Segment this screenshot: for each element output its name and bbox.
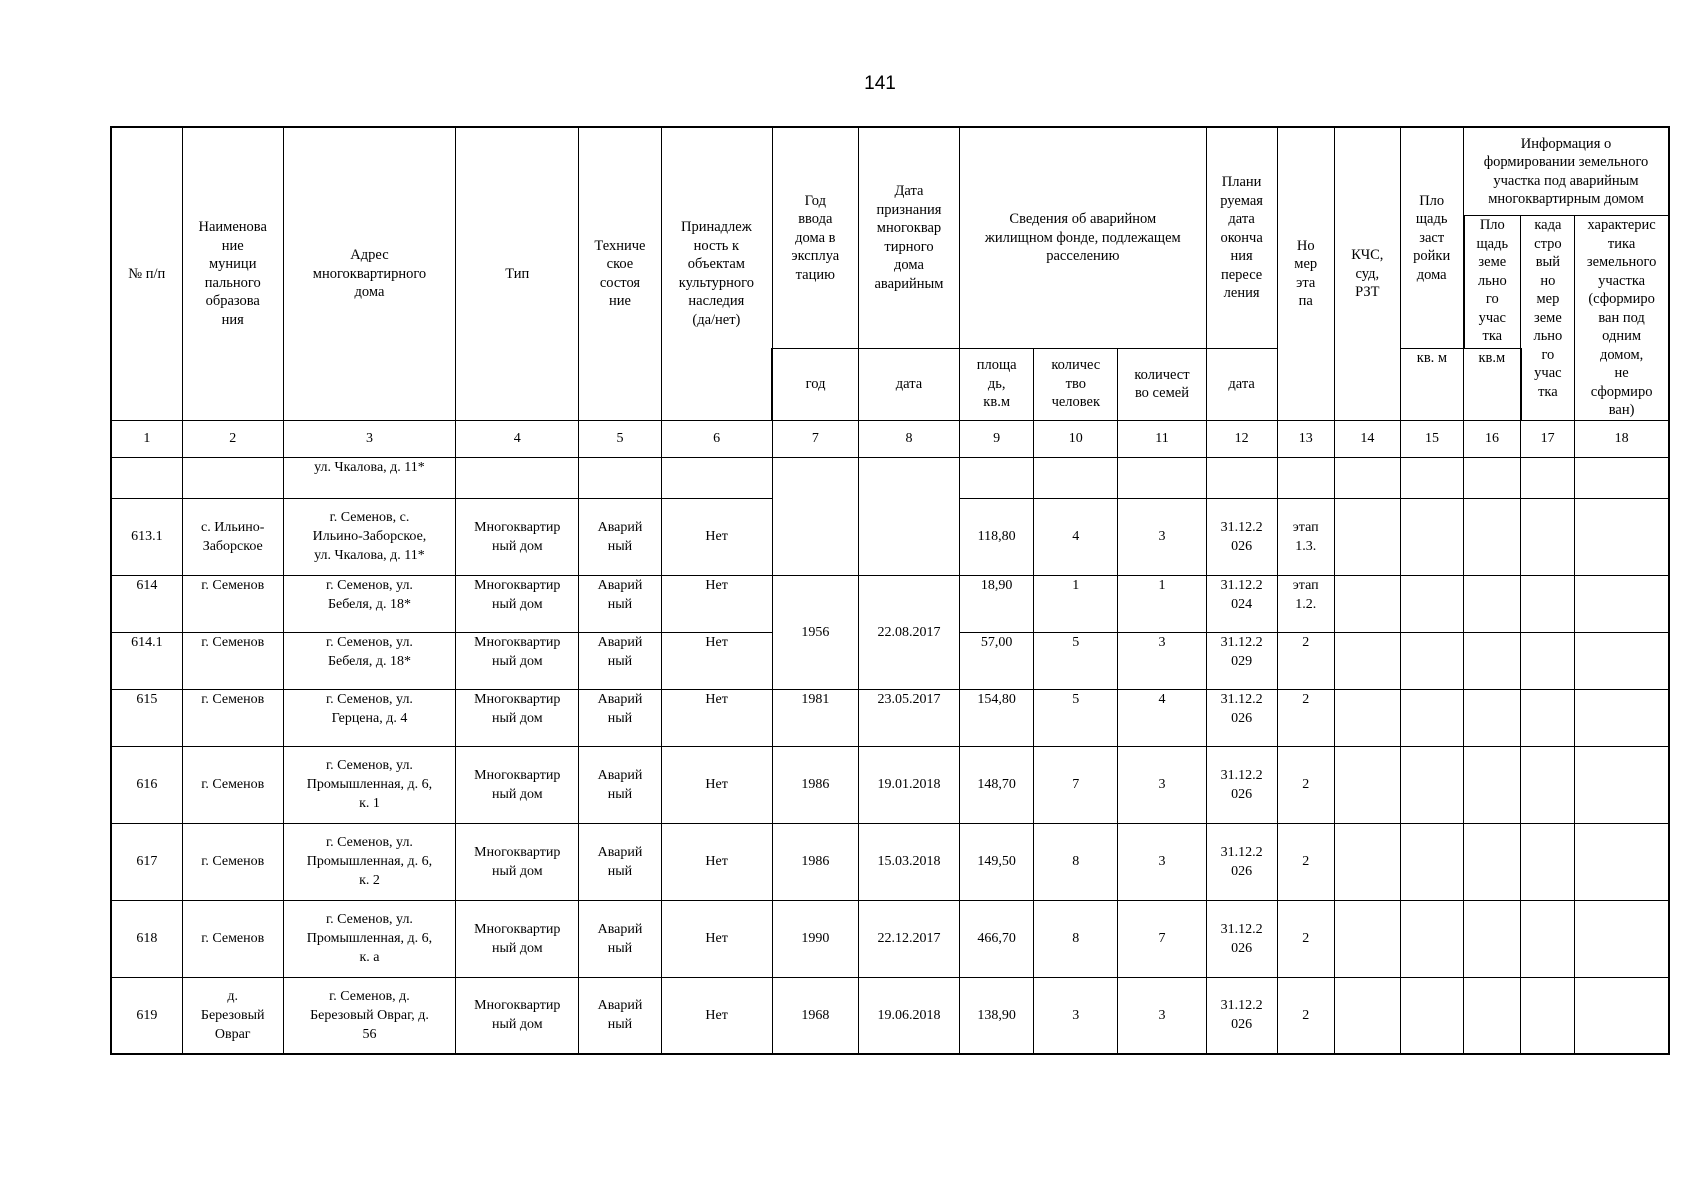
column-number: 6 [661,420,772,457]
cell-state: Аварий ный [579,977,661,1054]
cell-stage: 2 [1277,689,1334,746]
cell-number: 615 [111,689,182,746]
header-stage: Но мер эта па [1277,127,1334,420]
cell-plan-date: 31.12.2 026 [1206,746,1277,823]
cell-municipality: г. Семенов [182,689,283,746]
column-number: 8 [858,420,959,457]
cell-municipality: с. Ильино- Заборское [182,498,283,575]
cell-address: г. Семенов, ул. Герцена, д. 4 [283,689,455,746]
header-planned-date: Плани руемая дата оконча ния пересе ления [1206,127,1277,348]
header-municipality: Наименова ние муници пального образова ния [182,127,283,420]
cell-address: г. Семенов, ул. Бебеля, д. 18* [283,632,455,689]
cell-area: 18,90 [960,575,1034,632]
cell-address: ул. Чкалова, д. 11* [283,457,455,498]
cell-plan-date: 31.12.2 029 [1206,632,1277,689]
cell-plan-date: 31.12.2 026 [1206,689,1277,746]
cell-plan-date: 31.12.2 026 [1206,498,1277,575]
cell-area: 148,70 [960,746,1034,823]
cell-municipality: г. Семенов [182,575,283,632]
cell-number: 617 [111,823,182,900]
unit-area: площа дь, кв.м [960,348,1034,420]
cell-municipality: д. Березовый Овраг [182,977,283,1054]
cell-families: 1 [1118,575,1206,632]
cell-people: 5 [1034,689,1118,746]
cell-municipality: г. Семенов [182,746,283,823]
cell-people: 4 [1034,498,1118,575]
column-number: 5 [579,420,661,457]
table-row [111,689,1669,746]
cell-area: 466,70 [960,900,1034,977]
cell-type: Многоквартир ный дом [456,746,579,823]
column-number: 13 [1277,420,1334,457]
header-plot-characteristic: характерис тика земельного участка (сформиро ван под одним домом, не сформиро ван) [1575,216,1669,421]
unit-plot-area: кв.м [1464,348,1521,420]
cell-date: 19.06.2018 [858,977,959,1054]
cell-stage: 2 [1277,632,1334,689]
cell-number: 613.1 [111,498,182,575]
column-number: 2 [182,420,283,457]
cell-state: Аварий ный [579,575,661,632]
column-number: 18 [1575,420,1669,457]
cell-address: г. Семенов, ул. Бебеля, д. 18* [283,575,455,632]
cell-state: Аварий ный [579,632,661,689]
cell-stage: этап 1.3. [1277,498,1334,575]
cell-heritage: Нет [661,900,772,977]
cell-people: 7 [1034,746,1118,823]
column-number: 16 [1464,420,1521,457]
cell-date: 15.03.2018 [858,823,959,900]
column-number-row [111,420,1669,457]
header-emergency-date: Дата признания многоквар тирного дома аварийным [858,127,959,348]
column-number: 3 [283,420,455,457]
cell-address: г. Семенов, с. Ильино-Заборское, ул. Чкалова, д. 11* [283,498,455,575]
cell-plan-date: 31.12.2 026 [1206,900,1277,977]
cell-date: 23.05.2017 [858,689,959,746]
cell-stage: 2 [1277,746,1334,823]
header-number: № п/п [111,127,182,420]
cell-families: 3 [1118,498,1206,575]
cell-stage: этап 1.2. [1277,575,1334,632]
cell-families: 3 [1118,746,1206,823]
cell-stage: 2 [1277,823,1334,900]
header-heritage: Принадлеж ность к объектам культурного наследия (да/нет) [661,127,772,420]
cell-type: Многоквартир ный дом [456,498,579,575]
table-row [111,823,1669,900]
cell-heritage: Нет [661,689,772,746]
cell-address: г. Семенов, ул. Промышленная, д. 6, к. а [283,900,455,977]
cell-municipality: г. Семенов [182,900,283,977]
column-number: 4 [456,420,579,457]
cell-heritage: Нет [661,575,772,632]
cell-municipality: г. Семенов [182,823,283,900]
cell-heritage: Нет [661,977,772,1054]
cell-families: 4 [1118,689,1206,746]
column-number: 17 [1521,420,1575,457]
cell-people: 5 [1034,632,1118,689]
cell-area: 138,90 [960,977,1034,1054]
cell-heritage: Нет [661,823,772,900]
cell-people: 1 [1034,575,1118,632]
cell-people: 3 [1034,977,1118,1054]
unit-families: количест во семей [1118,348,1206,420]
cell-year: 1981 [772,689,858,746]
header-cadastral-number: када стро вый но мер земе льно го учас тка [1521,216,1575,421]
cell-families: 3 [1118,823,1206,900]
column-number: 12 [1206,420,1277,457]
cell-area: 154,80 [960,689,1034,746]
cell-type: Многоквартир ный дом [456,575,579,632]
unit-date: дата [858,348,959,420]
header-type: Тип [456,127,579,420]
header-plot-area: Пло щадь земе льно го учас тка [1464,216,1521,349]
unit-people: количес тво человек [1034,348,1118,420]
cell-plan-date: 31.12.2 026 [1206,823,1277,900]
column-number: 11 [1118,420,1206,457]
cell-year: 1990 [772,900,858,977]
cell-families: 3 [1118,632,1206,689]
header-address: Адрес многоквартирного дома [283,127,455,420]
cell-address: г. Семенов, ул. Промышленная, д. 6, к. 1 [283,746,455,823]
cell-type: Многоквартир ный дом [456,632,579,689]
cell-state: Аварий ный [579,823,661,900]
cell-number: 618 [111,900,182,977]
cell-families: 7 [1118,900,1206,977]
table-row [111,457,1669,498]
header-kchs: КЧС, суд, РЗТ [1334,127,1400,420]
table-row [111,900,1669,977]
cell-heritage: Нет [661,498,772,575]
cell-type: Многоквартир ный дом [456,823,579,900]
cell-people: 8 [1034,823,1118,900]
cell-area: 118,80 [960,498,1034,575]
cell-date: 22.08.2017 [858,575,959,689]
column-number: 1 [111,420,182,457]
cell-year: 1986 [772,746,858,823]
cell-people: 8 [1034,900,1118,977]
unit-year: год [772,348,858,420]
cell-type: Многоквартир ный дом [456,900,579,977]
cell-families: 3 [1118,977,1206,1054]
header-building-area: Пло щадь заст ройки дома [1400,127,1463,348]
cell-state: Аварий ный [579,689,661,746]
column-number: 10 [1034,420,1118,457]
cell-stage: 2 [1277,977,1334,1054]
header-land-plot-info: Информация о формировании земельного участка под аварийным многоквартирным домом [1464,127,1670,216]
cell-stage: 2 [1277,900,1334,977]
cell-number: 616 [111,746,182,823]
column-number: 14 [1334,420,1400,457]
cell-year: 1968 [772,977,858,1054]
cell-plan-date: 31.12.2 026 [1206,977,1277,1054]
cell-heritage: Нет [661,632,772,689]
cell-plan-date: 31.12.2 024 [1206,575,1277,632]
unit-building-area: кв. м [1400,348,1463,420]
header-year-built: Год ввода дома в эксплуа тацию [772,127,858,348]
cell-year: 1986 [772,823,858,900]
cell-state: Аварий ный [579,746,661,823]
cell-address: г. Семенов, д. Березовый Овраг, д. 56 [283,977,455,1054]
cell-area: 57,00 [960,632,1034,689]
cell-number: 614 [111,575,182,632]
page-number: 141 [864,73,896,94]
cell-type: Многоквартир ный дом [456,689,579,746]
header-emergency-fund: Сведения об аварийном жилищном фонде, подлежащем расселению [960,127,1206,348]
cell-address: г. Семенов, ул. Промышленная, д. 6, к. 2 [283,823,455,900]
table-row [111,575,1669,632]
cell-date: 22.12.2017 [858,900,959,977]
cell-heritage: Нет [661,746,772,823]
unit-plan-date: дата [1206,348,1277,420]
cell-date: 19.01.2018 [858,746,959,823]
cell-year: 1956 [772,575,858,689]
cell-municipality: г. Семенов [182,632,283,689]
emergency-housing-table [110,126,1670,1055]
cell-number: 619 [111,977,182,1054]
cell-number: 614.1 [111,632,182,689]
column-number: 7 [772,420,858,457]
table-row [111,977,1669,1054]
cell-area: 149,50 [960,823,1034,900]
cell-type: Многоквартир ный дом [456,977,579,1054]
column-number: 15 [1400,420,1463,457]
table-row [111,746,1669,823]
column-number: 9 [960,420,1034,457]
cell-state: Аварий ный [579,498,661,575]
cell-state: Аварий ный [579,900,661,977]
header-technical-state: Техниче ское состоя ние [579,127,661,420]
